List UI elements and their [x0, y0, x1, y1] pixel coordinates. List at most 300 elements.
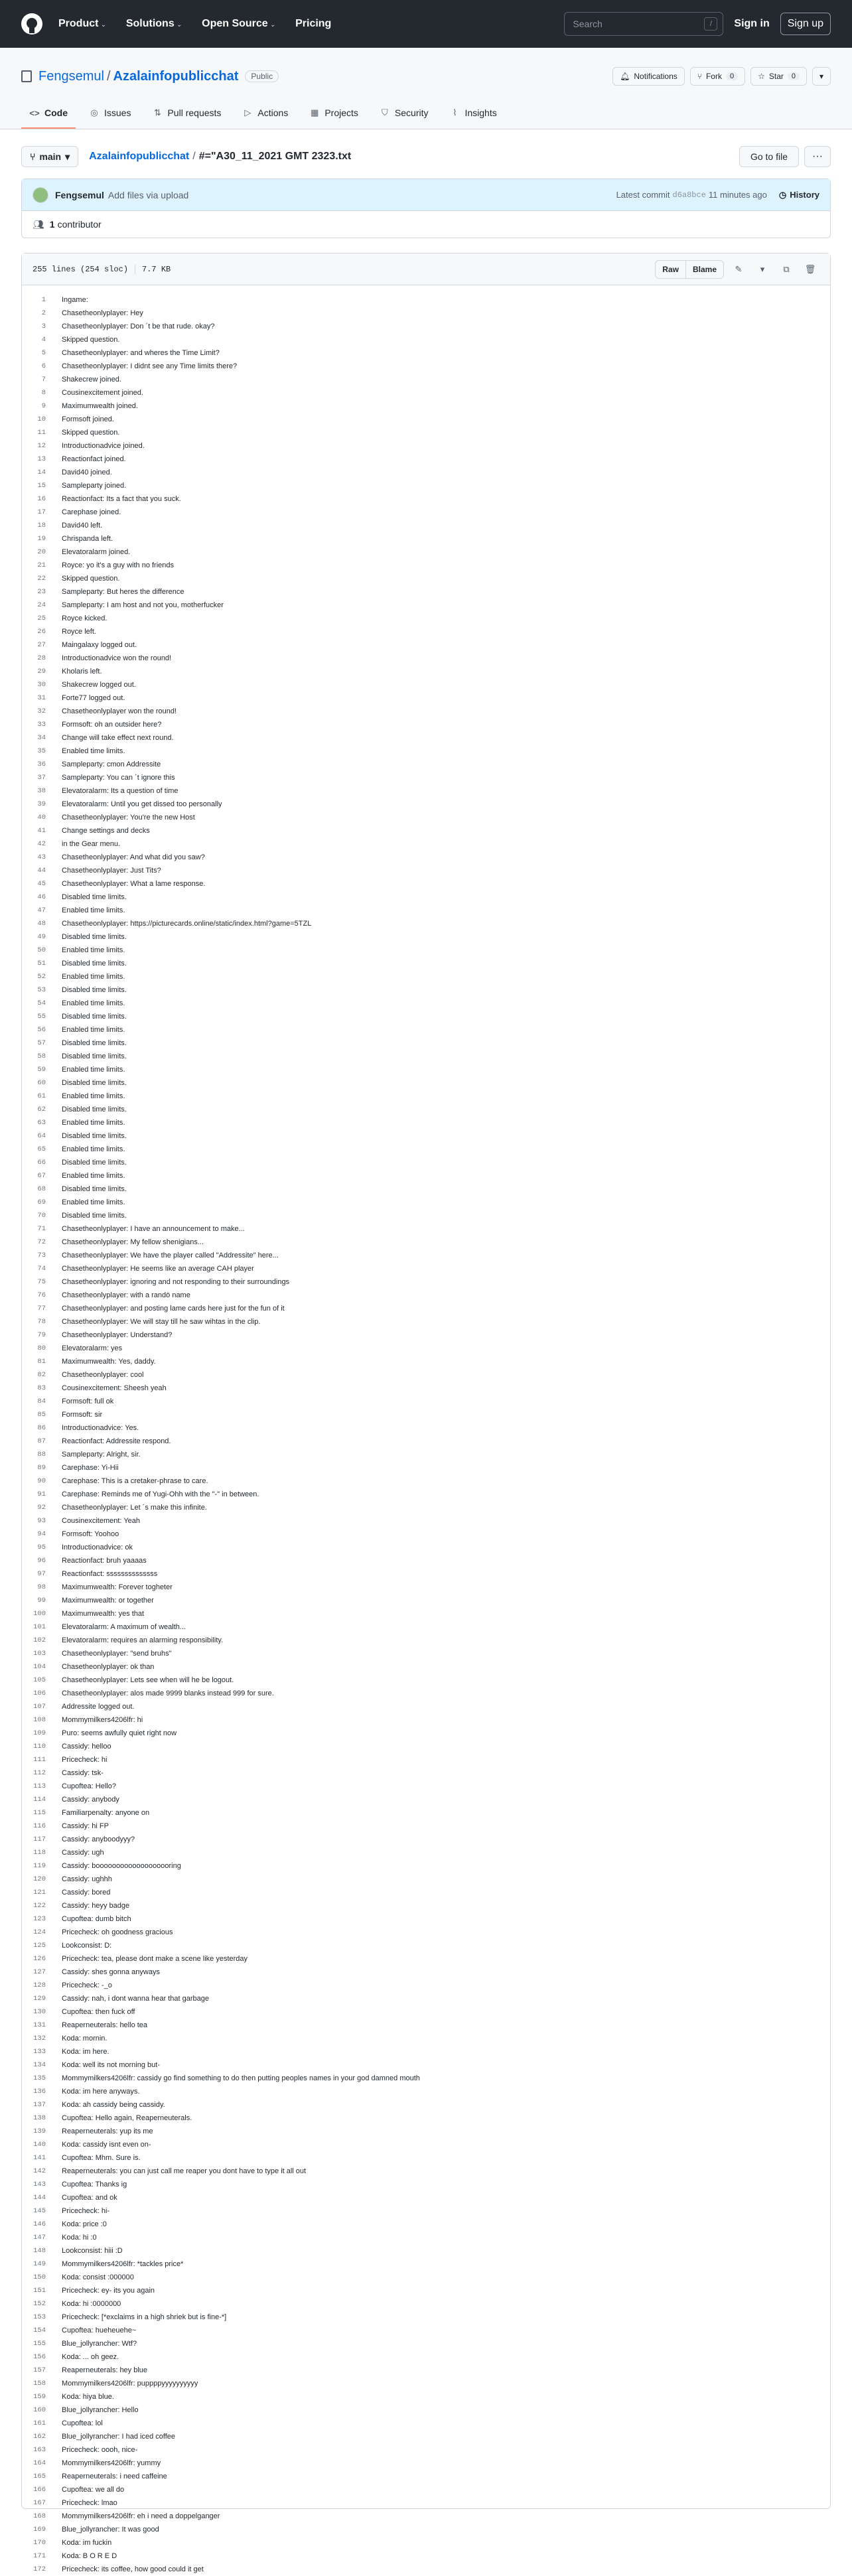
chevron-down-icon[interactable]: ▾: [760, 263, 765, 274]
line-number[interactable]: 161: [33, 2419, 46, 2427]
raw-button[interactable]: Raw: [655, 260, 686, 279]
line-number[interactable]: 130: [33, 2008, 46, 2016]
code-line: [22, 2364, 830, 2377]
line-number[interactable]: 144: [33, 2194, 46, 2202]
line-number[interactable]: 53: [37, 986, 46, 994]
line-number[interactable]: 6: [41, 362, 46, 370]
code-line: [22, 1143, 830, 1156]
line-number[interactable]: 160: [33, 2406, 46, 2414]
line-number[interactable]: 88: [37, 1451, 46, 1459]
line-number[interactable]: 48: [37, 920, 46, 928]
line-number[interactable]: 9: [41, 402, 46, 410]
line-number[interactable]: 36: [37, 760, 46, 768]
line-number[interactable]: 25: [37, 614, 46, 622]
line-number[interactable]: 155: [33, 2340, 46, 2348]
nav-open-source[interactable]: Open Source ⌄: [202, 18, 276, 29]
code-line: [22, 293, 830, 307]
line-number[interactable]: 8: [41, 389, 46, 397]
nav-solutions[interactable]: Solutions ⌄: [125, 18, 182, 29]
line-number[interactable]: 167: [33, 2499, 46, 2507]
line-number[interactable]: 15: [37, 482, 46, 490]
line-text: Maximumwealth: Yes, daddy.: [62, 1358, 156, 1366]
line-number[interactable]: 86: [37, 1424, 46, 1432]
issue-icon: ◎: [90, 107, 98, 117]
code-line: [22, 1156, 830, 1169]
line-number[interactable]: 127: [33, 1968, 46, 1976]
commit-message[interactable]: Add files via upload: [107, 189, 189, 200]
line-text: Cupoftea: Hello?: [62, 1782, 116, 1790]
repo-owner-link[interactable]: Fengsemul: [38, 68, 104, 84]
code-line: [22, 585, 830, 599]
line-number[interactable]: 98: [37, 1583, 46, 1591]
line-number[interactable]: 72: [37, 1238, 46, 1246]
line-text: Maximumwealth: or together: [62, 1597, 154, 1605]
code-line: [22, 1820, 830, 1833]
line-number[interactable]: 104: [33, 1663, 46, 1671]
tab-label: Pull requests: [167, 107, 222, 118]
line-text: Pricecheck: ey- its you again: [62, 2287, 155, 2295]
line-number[interactable]: 18: [37, 522, 46, 530]
tab-issues[interactable]: [81, 101, 139, 129]
file-nav-actions: [739, 146, 831, 167]
line-number[interactable]: 84: [37, 1397, 46, 1405]
line-number[interactable]: 102: [33, 1636, 46, 1644]
line-number[interactable]: 31: [37, 694, 46, 702]
contributors-row[interactable]: [22, 211, 830, 238]
line-number[interactable]: 158: [33, 2380, 46, 2388]
line-number[interactable]: 69: [37, 1198, 46, 1206]
line-number[interactable]: 142: [33, 2167, 46, 2175]
line-text: Cupoftea: Mhm. Sure is.: [62, 2154, 141, 2162]
code-line: [22, 1236, 830, 1249]
line-number[interactable]: 149: [33, 2260, 46, 2268]
line-text: Cousinexcitement joined.: [62, 389, 143, 397]
line-number[interactable]: 34: [37, 734, 46, 742]
line-number[interactable]: 37: [37, 774, 46, 782]
line-number[interactable]: 27: [37, 641, 46, 649]
line-text: Disabled time limits.: [62, 1132, 127, 1140]
line-number[interactable]: 55: [37, 1013, 46, 1021]
line-number[interactable]: 135: [33, 2074, 46, 2082]
line-number[interactable]: 14: [37, 468, 46, 476]
line-number[interactable]: 83: [37, 1384, 46, 1392]
line-number[interactable]: 68: [37, 1185, 46, 1193]
line-text: Reactionfact: Addressite respond.: [62, 1437, 171, 1445]
github-logo-icon[interactable]: [21, 13, 42, 35]
line-number[interactable]: 85: [37, 1411, 46, 1419]
line-number[interactable]: 150: [33, 2273, 46, 2281]
latest-commit-label: Latest commit: [616, 190, 670, 200]
pencil-icon[interactable]: ✎: [735, 263, 743, 274]
line-number[interactable]: 143: [33, 2181, 46, 2188]
line-text: Koda: hi :0: [62, 2234, 97, 2242]
line-number[interactable]: 124: [33, 1928, 46, 1936]
line-number[interactable]: 152: [33, 2300, 46, 2308]
code-line: [22, 678, 830, 691]
line-number[interactable]: 16: [37, 495, 46, 503]
sign-in-link[interactable]: Sign in: [734, 18, 770, 29]
code-line: [22, 2510, 830, 2523]
code-line: [22, 545, 830, 559]
line-text: Chasetheonlyplayer: We have the player called "Addressite" here...: [62, 1252, 279, 1259]
code-line: [22, 2496, 830, 2510]
code-line: [22, 957, 830, 970]
line-number[interactable]: 44: [37, 867, 46, 875]
code-line: [22, 492, 830, 506]
line-number[interactable]: 136: [33, 2088, 46, 2096]
search-input[interactable]: [573, 19, 704, 29]
line-number[interactable]: 99: [37, 1597, 46, 1605]
trash-icon[interactable]: 🗑︎: [804, 263, 816, 274]
line-number[interactable]: 168: [33, 2512, 46, 2520]
line-number[interactable]: 2: [41, 309, 46, 317]
line-number[interactable]: 128: [33, 1981, 46, 1989]
code-line: [22, 2443, 830, 2457]
code-line: [22, 771, 830, 784]
line-number[interactable]: 171: [33, 2552, 46, 2560]
blame-button[interactable]: Blame: [686, 260, 724, 279]
line-number[interactable]: 134: [33, 2061, 46, 2069]
line-number[interactable]: 125: [33, 1942, 46, 1950]
line-number[interactable]: 165: [33, 2472, 46, 2480]
line-number[interactable]: 20: [37, 548, 46, 556]
line-number[interactable]: 64: [37, 1132, 46, 1140]
line-number[interactable]: 5: [41, 349, 46, 357]
line-number[interactable]: 107: [33, 1703, 46, 1711]
line-number[interactable]: 7: [41, 376, 46, 384]
line-number[interactable]: 91: [37, 1490, 46, 1498]
line-number[interactable]: 23: [37, 588, 46, 596]
code-line: [22, 2138, 830, 2151]
line-number[interactable]: 169: [33, 2526, 46, 2534]
history-link[interactable]: [779, 190, 819, 200]
line-number[interactable]: 95: [37, 1543, 46, 1551]
line-number[interactable]: 10: [37, 415, 46, 423]
line-number[interactable]: 52: [37, 973, 46, 981]
line-number[interactable]: 110: [33, 1743, 46, 1751]
line-number[interactable]: 146: [33, 2220, 46, 2228]
line-number[interactable]: 28: [37, 654, 46, 662]
code-line: [22, 399, 830, 413]
line-number[interactable]: 129: [33, 1995, 46, 2003]
code-line: [22, 1966, 830, 1979]
line-text: Koda: ah cassidy being cassidy.: [62, 2101, 165, 2109]
go-to-file-button[interactable]: Go to file: [739, 146, 799, 167]
line-number[interactable]: 79: [37, 1331, 46, 1339]
line-number[interactable]: 133: [33, 2048, 46, 2056]
repo-name-link[interactable]: Azalainfopublicchat: [113, 68, 239, 84]
tab-label: Issues: [104, 107, 131, 118]
line-number[interactable]: 39: [37, 800, 46, 808]
code-line: [22, 917, 830, 930]
line-number[interactable]: 94: [37, 1530, 46, 1538]
line-text: Koda: im fuckin: [62, 2539, 112, 2547]
code-line: [22, 2536, 830, 2549]
code-line: [22, 479, 830, 492]
line-number[interactable]: 75: [37, 1278, 46, 1286]
line-text: Reaperneuterals: yup its me: [62, 2127, 153, 2135]
tab-actions[interactable]: [234, 101, 296, 129]
line-text: Pricecheck: oooh, nice-: [62, 2446, 138, 2454]
line-text: Cupoftea: we all do: [62, 2486, 125, 2494]
line-number[interactable]: 1: [41, 296, 46, 304]
line-text: Chasetheonlyplayer: alos made 9999 blanks instead 999 for sure.: [62, 1689, 274, 1697]
sign-up-button[interactable]: Sign up: [780, 13, 831, 35]
nav-pricing[interactable]: Pricing: [295, 18, 332, 29]
line-number[interactable]: 122: [33, 1902, 46, 1910]
line-number[interactable]: 93: [37, 1517, 46, 1525]
line-number[interactable]: 49: [37, 933, 46, 941]
line-text: Cassidy: shes gonna anyways: [62, 1968, 160, 1976]
line-text: Addressite logged out.: [62, 1703, 135, 1711]
line-number[interactable]: 112: [33, 1769, 46, 1777]
code-line: [22, 1448, 830, 1461]
code-line: [22, 426, 830, 439]
tab-projects[interactable]: [301, 101, 366, 129]
line-number[interactable]: 78: [37, 1318, 46, 1326]
tab-label: Actions: [257, 107, 289, 118]
line-number[interactable]: 101: [33, 1623, 46, 1631]
search-box[interactable]: [564, 12, 723, 36]
code-line: [22, 2324, 830, 2337]
line-number[interactable]: 71: [37, 1225, 46, 1233]
line-number[interactable]: 77: [37, 1305, 46, 1313]
line-number[interactable]: 106: [33, 1689, 46, 1697]
code-line: [22, 691, 830, 705]
line-number[interactable]: 33: [37, 721, 46, 729]
line-number[interactable]: 63: [37, 1119, 46, 1127]
tab-label: Security: [394, 107, 429, 118]
line-number[interactable]: 82: [37, 1371, 46, 1379]
line-text: Elevatoralarm: Until you get dissed too personally: [62, 800, 222, 808]
line-number[interactable]: 111: [33, 1756, 46, 1764]
line-number[interactable]: 41: [37, 827, 46, 835]
line-number[interactable]: 92: [37, 1504, 46, 1512]
line-number[interactable]: 166: [33, 2486, 46, 2494]
code-line: [22, 1382, 830, 1395]
line-number[interactable]: 76: [37, 1291, 46, 1299]
line-text: Chasetheonlyplayer: https://picturecards.online/static/index.html?game=5TZL: [62, 920, 312, 928]
line-number[interactable]: 120: [33, 1875, 46, 1883]
line-number[interactable]: 54: [37, 999, 46, 1007]
star-button[interactable]: [750, 67, 807, 86]
line-number[interactable]: 126: [33, 1955, 46, 1963]
line-number[interactable]: 159: [33, 2393, 46, 2401]
branch-select-button[interactable]: [21, 146, 78, 167]
line-number[interactable]: 19: [37, 535, 46, 543]
line-text: Blue_jollyrancher: It was good: [62, 2526, 159, 2534]
line-number[interactable]: 170: [33, 2539, 46, 2547]
line-number[interactable]: 57: [37, 1039, 46, 1047]
line-number[interactable]: 116: [33, 1822, 46, 1830]
line-number[interactable]: 50: [37, 946, 46, 954]
line-number[interactable]: 11: [37, 429, 46, 437]
fork-button[interactable]: [690, 67, 745, 86]
line-number[interactable]: 157: [33, 2366, 46, 2374]
line-number[interactable]: 108: [33, 1716, 46, 1724]
line-number[interactable]: 115: [33, 1809, 46, 1817]
line-text: Cassidy: helloo: [62, 1743, 111, 1751]
code-line: [22, 532, 830, 545]
line-text: Pricecheck: its coffee, how good could it get: [62, 2565, 204, 2573]
line-number[interactable]: 117: [33, 1835, 46, 1843]
line-number[interactable]: 35: [37, 747, 46, 755]
commit-sha[interactable]: d6a8bce: [672, 190, 706, 200]
line-number[interactable]: 32: [37, 707, 46, 715]
line-text: Enabled time limits.: [62, 1119, 125, 1127]
line-number[interactable]: 119: [33, 1862, 46, 1870]
line-number[interactable]: 140: [33, 2141, 46, 2149]
line-number[interactable]: 103: [33, 1650, 46, 1658]
line-number[interactable]: 4: [41, 336, 46, 344]
code-line: [22, 360, 830, 373]
line-number[interactable]: 113: [33, 1782, 46, 1790]
code-line: [22, 1435, 830, 1448]
line-number[interactable]: 56: [37, 1026, 46, 1034]
line-text: Formsoft: full ok: [62, 1397, 114, 1405]
line-number[interactable]: 61: [37, 1092, 46, 1100]
code-line: [22, 2151, 830, 2165]
star-dropdown-button[interactable]: [812, 67, 831, 86]
line-number[interactable]: 89: [37, 1464, 46, 1472]
line-number[interactable]: 21: [37, 561, 46, 569]
line-number[interactable]: 13: [37, 455, 46, 463]
avatar[interactable]: [33, 187, 48, 203]
line-number[interactable]: 62: [37, 1106, 46, 1113]
notifications-button[interactable]: [612, 67, 685, 86]
line-number[interactable]: 139: [33, 2127, 46, 2135]
line-number[interactable]: 65: [37, 1145, 46, 1153]
line-number[interactable]: 162: [33, 2433, 46, 2441]
line-number[interactable]: 123: [33, 1915, 46, 1923]
line-number[interactable]: 38: [37, 787, 46, 795]
commit-author[interactable]: Fengsemul: [55, 189, 104, 200]
line-number[interactable]: 145: [33, 2207, 46, 2215]
line-number[interactable]: 51: [37, 960, 46, 967]
code-line: [22, 652, 830, 665]
line-number[interactable]: 172: [33, 2565, 46, 2573]
line-number[interactable]: 46: [37, 893, 46, 901]
line-number[interactable]: 43: [37, 853, 46, 861]
code-line: [22, 333, 830, 346]
code-line: [22, 2058, 830, 2072]
line-number[interactable]: 163: [33, 2446, 46, 2454]
line-number[interactable]: 81: [37, 1358, 46, 1366]
line-text: Chrispanda left.: [62, 535, 113, 543]
line-number[interactable]: 59: [37, 1066, 46, 1074]
line-number[interactable]: 40: [37, 814, 46, 822]
line-text: Enabled time limits.: [62, 906, 125, 914]
line-text: Pricecheck: oh goodness gracious: [62, 1928, 173, 1936]
code-line: [22, 2072, 830, 2085]
line-number[interactable]: 132: [33, 2035, 46, 2042]
line-number[interactable]: 121: [33, 1889, 46, 1896]
line-number[interactable]: 96: [37, 1557, 46, 1565]
line-number[interactable]: 164: [33, 2459, 46, 2467]
people-icon: 👥︎: [33, 218, 44, 230]
code-line: [22, 1899, 830, 1912]
line-number[interactable]: 42: [37, 840, 46, 848]
line-number[interactable]: 154: [33, 2326, 46, 2334]
nav-product[interactable]: Product ⌄: [58, 18, 106, 29]
line-number[interactable]: 137: [33, 2101, 46, 2109]
file-navigation: [21, 145, 831, 168]
line-number[interactable]: 151: [33, 2287, 46, 2295]
line-number[interactable]: 17: [37, 508, 46, 516]
line-number[interactable]: 80: [37, 1344, 46, 1352]
branch-name: main: [39, 151, 62, 162]
line-number[interactable]: 66: [37, 1159, 46, 1167]
line-number[interactable]: 67: [37, 1172, 46, 1180]
line-number[interactable]: 73: [37, 1252, 46, 1259]
copy-icon[interactable]: ⧉: [783, 263, 790, 274]
line-text: Elevatoralarm: yes: [62, 1344, 123, 1352]
file-size: 7.7 KB: [142, 264, 171, 274]
line-number[interactable]: 109: [33, 1729, 46, 1737]
breadcrumb-repo-link[interactable]: Azalainfopublicchat: [89, 151, 190, 162]
tab-insights[interactable]: [441, 101, 504, 129]
tab-security[interactable]: [372, 101, 437, 129]
line-number[interactable]: 148: [33, 2247, 46, 2255]
line-number[interactable]: 118: [33, 1849, 46, 1857]
code-line: [22, 2337, 830, 2350]
line-text: Maingalaxy logged out.: [62, 641, 137, 649]
code-line: [22, 2257, 830, 2271]
line-number[interactable]: 114: [33, 1796, 46, 1804]
line-number[interactable]: 100: [33, 1610, 46, 1618]
line-number[interactable]: 97: [37, 1570, 46, 1578]
code-line: [22, 1063, 830, 1076]
more-options-button[interactable]: ···: [804, 146, 831, 167]
line-number[interactable]: 60: [37, 1079, 46, 1087]
code-line: [22, 1222, 830, 1236]
line-number[interactable]: 12: [37, 442, 46, 450]
breadcrumb: Azalainfopublicchat / #="A30_11_2021 GMT 2323.txt: [89, 151, 352, 162]
fork-icon: ⑂: [697, 72, 702, 81]
line-number[interactable]: 153: [33, 2313, 46, 2321]
line-text: Chasetheonlyplayer won the round!: [62, 707, 177, 715]
code-line: [22, 1262, 830, 1275]
line-text: Pricecheck: -_o: [62, 1981, 112, 1989]
line-number[interactable]: 105: [33, 1676, 46, 1684]
line-number[interactable]: 70: [37, 1212, 46, 1220]
tab-pull-requests[interactable]: [144, 101, 229, 129]
line-number[interactable]: 24: [37, 601, 46, 609]
line-number[interactable]: 22: [37, 575, 46, 583]
line-text: Reactionfact joined.: [62, 455, 126, 463]
line-number[interactable]: 87: [37, 1437, 46, 1445]
commit-box: [21, 179, 831, 238]
line-text: Elevatoralarm: Its a question of time: [62, 787, 178, 795]
line-number[interactable]: 138: [33, 2114, 46, 2122]
line-number[interactable]: 29: [37, 668, 46, 676]
line-number[interactable]: 45: [37, 880, 46, 888]
code-line: [22, 1912, 830, 1926]
line-number[interactable]: 131: [33, 2021, 46, 2029]
line-number[interactable]: 26: [37, 628, 46, 636]
line-number[interactable]: 47: [37, 906, 46, 914]
tab-code[interactable]: [21, 101, 76, 129]
line-number[interactable]: 156: [33, 2353, 46, 2361]
line-number[interactable]: 58: [37, 1052, 46, 1060]
line-number[interactable]: 74: [37, 1265, 46, 1273]
line-number[interactable]: 141: [33, 2154, 46, 2162]
line-text: Reaperneuterals: hey blue: [62, 2366, 148, 2374]
line-number[interactable]: 30: [37, 681, 46, 689]
line-number[interactable]: 90: [37, 1477, 46, 1485]
line-number[interactable]: 147: [33, 2234, 46, 2242]
line-number[interactable]: 3: [41, 322, 46, 330]
